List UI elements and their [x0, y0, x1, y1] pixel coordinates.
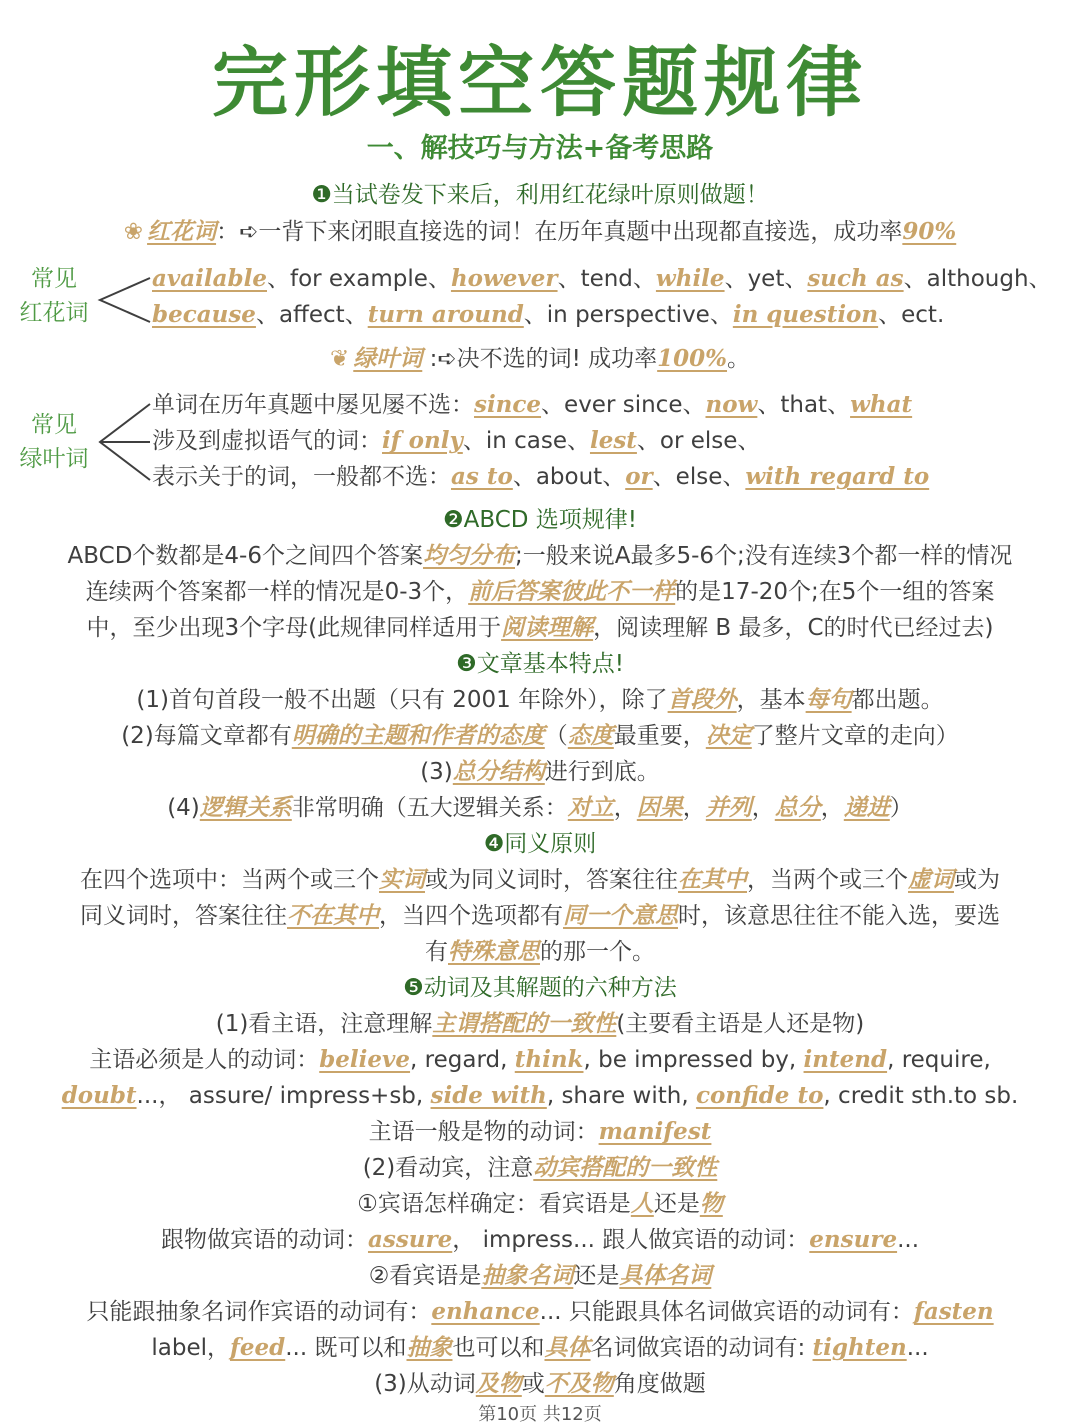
red-side-label — [14, 262, 94, 330]
flower-icon: ❀ — [123, 219, 144, 245]
keyword: 态度 — [567, 722, 614, 749]
text-segment: 跟物做宾语的动词： — [160, 1227, 368, 1253]
text-segment: ABCD个数都是4-6个之间四个答案 — [67, 543, 423, 569]
text-segment: 时，该意思往往不能入选，要选 — [678, 903, 1000, 929]
section-1-heading: ❶当试卷发下来后，利用红花绿叶原则做题！ — [311, 182, 769, 208]
text-segment: (1)看主语，注意理解 — [215, 1011, 433, 1037]
text-segment: 中，至少出现3个字母(此规律同样适用于 — [86, 615, 502, 641]
red-flower-rule — [0, 215, 1080, 249]
green-leaf-desc: :➪决不选的词! 成功率 — [422, 346, 658, 372]
s3-row-1 — [0, 683, 1080, 717]
keyword: 抽象 — [406, 1334, 453, 1361]
keyword: 及物 — [475, 1370, 522, 1397]
keyword: because — [152, 301, 256, 328]
text-segment: 、for example、 — [267, 266, 451, 292]
text-segment: ，当两个或三个 — [747, 867, 908, 893]
keyword: assure — [367, 1226, 453, 1253]
text-segment: 、tend、 — [557, 266, 656, 292]
s5-row-4 — [0, 1115, 1080, 1149]
s5-row-1 — [0, 1007, 1080, 1041]
text-segment: 单词在历年真题中屡见屡不选： — [152, 392, 474, 418]
s3-row-3 — [0, 755, 1080, 789]
keyword: think — [514, 1046, 584, 1073]
s5-row-8 — [0, 1259, 1080, 1293]
red-side-label-line1: 常见 — [31, 266, 77, 292]
section-5-heading: ❺动词及其解题的六种方法 — [403, 975, 677, 1001]
text-segment: 、ever since、 — [541, 392, 706, 418]
keyword: 总分结构 — [452, 758, 545, 785]
green-words-row-3 — [152, 460, 1072, 494]
keyword: 决定 — [705, 722, 752, 749]
keyword: or — [625, 463, 653, 490]
text-segment: 、about、 — [512, 464, 626, 490]
text-segment: 名词做宾语的动词有: — [590, 1335, 813, 1361]
red-flower-desc: ：➪一背下来闭眼直接选的词！在历年真题中出现都直接选，成功率 — [216, 219, 903, 245]
keyword: 首段外 — [667, 686, 737, 713]
text-segment: 、ect. — [878, 302, 945, 328]
keyword: 人 — [630, 1190, 654, 1217]
keyword: believe — [319, 1046, 411, 1073]
red-brace-icon — [96, 276, 152, 324]
keyword: 每句 — [805, 686, 852, 713]
text-segment: (3)从动词 — [374, 1371, 476, 1397]
text-segment: ， — [682, 795, 706, 821]
text-segment: ， — [820, 795, 844, 821]
text-segment: 还是 — [653, 1191, 700, 1217]
keyword: 前后答案彼此不一样 — [468, 578, 676, 605]
text-segment: 的是17-20个;在5个一组的答案 — [675, 579, 995, 605]
text-segment: ） — [889, 795, 913, 821]
text-segment: 只能跟抽象名词作宾语的动词有： — [86, 1299, 432, 1325]
s3-row-2 — [0, 719, 1080, 753]
green-leaf-end: 。 — [727, 346, 751, 372]
text-segment: (3) — [420, 759, 453, 785]
text-segment: ...， assure/ impress+sb, — [136, 1083, 431, 1109]
text-segment: ... — [906, 1335, 929, 1361]
text-segment: , credit sth.to sb. — [823, 1083, 1019, 1109]
s5-row-9 — [0, 1295, 1080, 1329]
text-segment: 、or else、 — [636, 428, 761, 454]
keyword: 具体名词 — [619, 1262, 712, 1289]
s4-row-3 — [0, 935, 1080, 969]
text-segment: 主语一般是物的动词： — [368, 1119, 599, 1145]
text-segment: , share with, — [546, 1083, 696, 1109]
keyword: now — [705, 391, 758, 418]
text-segment: 、in case、 — [462, 428, 590, 454]
keyword: 逻辑关系 — [199, 794, 292, 821]
keyword: 总分 — [774, 794, 821, 821]
keyword: 均匀分布 — [423, 542, 515, 569]
text-segment: 表示关于的词，一般都不选： — [152, 464, 451, 490]
keyword: 在其中 — [678, 866, 747, 893]
section-3-heading: ❸文章基本特点! — [456, 651, 624, 677]
green-side-label — [14, 408, 94, 476]
text-segment: ， — [613, 795, 637, 821]
keyword: 不及物 — [544, 1370, 614, 1397]
s3-row-4 — [0, 791, 1080, 825]
keyword: fasten — [913, 1298, 994, 1325]
s5-row-10 — [0, 1331, 1080, 1365]
text-segment: 都出题。 — [851, 687, 944, 713]
red-words-row-1 — [152, 262, 1072, 296]
text-segment: 进行到底。 — [544, 759, 660, 785]
text-segment: 主语必须是人的动词： — [89, 1047, 320, 1073]
text-segment: 还是 — [573, 1263, 620, 1289]
s5-row-5 — [0, 1151, 1080, 1185]
text-segment: (2)看动宾，注意 — [362, 1155, 534, 1181]
text-segment: 非常明确（五大逻辑关系： — [291, 795, 568, 821]
s5-row-2 — [0, 1043, 1080, 1077]
s5-row-11 — [0, 1367, 1080, 1401]
text-segment: 的那一个。 — [540, 939, 655, 965]
text-segment: ， impress... 跟人做宾语的动词： — [452, 1227, 810, 1253]
keyword: turn around — [367, 301, 524, 328]
red-words-row-2 — [152, 298, 1072, 332]
text-segment: 或为 — [954, 867, 1000, 893]
text-segment: ①宾语怎样确定：看宾语是 — [357, 1191, 631, 1217]
red-flower-label: 红花词 — [147, 218, 217, 245]
s2-row-1 — [0, 539, 1080, 573]
s5-row-6 — [0, 1187, 1080, 1221]
keyword: feed — [229, 1334, 286, 1361]
text-segment: （ — [544, 723, 568, 749]
green-side-label-line2: 绿叶词 — [19, 446, 89, 472]
keyword: 对立 — [567, 794, 614, 821]
keyword: such as — [807, 265, 904, 292]
keyword: 明确的主题和作者的态度 — [291, 722, 545, 749]
text-segment: 涉及到虚拟语气的词： — [152, 428, 382, 454]
text-segment: 角度做题 — [613, 1371, 706, 1397]
keyword: tighten — [812, 1334, 907, 1361]
text-segment: 同义词时，答案往往 — [80, 903, 287, 929]
keyword: lest — [589, 427, 637, 454]
s4-row-2 — [0, 899, 1080, 933]
keyword: side with — [430, 1082, 547, 1109]
keyword: 特殊意思 — [448, 938, 540, 965]
text-segment: label， — [151, 1335, 230, 1361]
keyword: with regard to — [745, 463, 930, 490]
text-segment: 在四个选项中：当两个或三个 — [80, 867, 379, 893]
text-segment: 、else、 — [652, 464, 746, 490]
keyword: since — [474, 391, 542, 418]
page-title: 完形填空答题规律 — [212, 38, 868, 127]
green-words-row-2 — [152, 424, 1072, 458]
red-flower-rate: 90% — [902, 218, 957, 245]
keyword: 动宾搭配的一致性 — [533, 1154, 718, 1181]
text-segment: (4) — [167, 795, 200, 821]
text-segment: 连续两个答案都一样的情况是0-3个， — [85, 579, 469, 605]
keyword: 不在其中 — [287, 902, 379, 929]
keyword: 实词 — [379, 866, 425, 893]
text-segment: 、that、 — [757, 392, 851, 418]
text-segment: ②看宾语是 — [368, 1263, 482, 1289]
keyword: intend — [803, 1046, 888, 1073]
green-leaf-label: 绿叶词 — [353, 345, 423, 372]
keyword: ensure — [809, 1226, 898, 1253]
keyword: while — [655, 265, 725, 292]
keyword: in question — [732, 301, 879, 328]
keyword: 并列 — [705, 794, 752, 821]
s4-row-1 — [0, 863, 1080, 897]
text-segment: ;一般来说A最多5-6个;没有连续3个都一样的情况 — [515, 543, 1013, 569]
leaf-icon: ❦ — [329, 346, 350, 372]
section-subtitle: 一、解技巧与方法+备考思路 — [366, 133, 714, 164]
text-segment: ... 只能跟具体名词做宾语的动词有： — [539, 1299, 914, 1325]
s5-row-7 — [0, 1223, 1080, 1257]
green-leaf-rate: 100% — [657, 345, 728, 372]
s2-row-3 — [0, 611, 1080, 645]
text-segment: 最重要， — [613, 723, 706, 749]
keyword: 主谓搭配的一致性 — [432, 1010, 617, 1037]
text-segment: ，当四个选项都有 — [379, 903, 563, 929]
text-segment: ， — [751, 795, 775, 821]
green-side-label-line1: 常见 — [31, 412, 77, 438]
green-words-row-1 — [152, 388, 1072, 422]
section-2-heading: ❷ABCD 选项规律! — [442, 507, 638, 533]
keyword: what — [850, 391, 913, 418]
text-segment: ... 既可以和 — [285, 1335, 407, 1361]
text-segment: , regard, — [410, 1047, 515, 1073]
keyword: 抽象名词 — [481, 1262, 574, 1289]
keyword: 具体 — [544, 1334, 591, 1361]
text-segment: ，阅读理解 B 最多，C的时代已经过去) — [593, 615, 994, 641]
text-segment: 、yet、 — [724, 266, 808, 292]
text-segment: (2)每篇文章都有 — [121, 723, 292, 749]
keyword: 递进 — [843, 794, 890, 821]
page-footer: 第10页 共12页 — [478, 1404, 602, 1425]
keyword: as to — [451, 463, 513, 490]
keyword: however — [450, 265, 558, 292]
keyword: confide to — [695, 1082, 824, 1109]
keyword: available — [152, 265, 267, 292]
text-segment: , be impressed by, — [583, 1047, 804, 1073]
text-segment: ... — [897, 1227, 920, 1253]
text-segment: 也可以和 — [452, 1335, 545, 1361]
red-side-label-line2: 红花词 — [19, 300, 89, 326]
text-segment: (1)首句首段一般不出题（只有 2001 年除外），除了 — [136, 687, 668, 713]
text-segment: 、although、 — [903, 266, 1052, 292]
keyword: doubt — [61, 1082, 137, 1109]
text-segment: 有 — [425, 939, 448, 965]
keyword: 同一个意思 — [563, 902, 678, 929]
section-4-heading: ❹同义原则 — [483, 831, 597, 857]
keyword: enhance — [431, 1298, 540, 1325]
keyword: manifest — [598, 1118, 712, 1145]
green-leaf-rule — [0, 342, 1080, 376]
s5-row-3 — [0, 1079, 1080, 1113]
s2-row-2 — [0, 575, 1080, 609]
text-segment: 或 — [521, 1371, 545, 1397]
keyword: 物 — [699, 1190, 723, 1217]
text-segment: 、in perspective、 — [523, 302, 733, 328]
keyword: 阅读理解 — [501, 614, 594, 641]
text-segment: ，基本 — [736, 687, 806, 713]
text-segment: 、affect、 — [255, 302, 368, 328]
text-segment: 或为同义词时，答案往往 — [425, 867, 678, 893]
text-segment: 了整片文章的走向） — [751, 723, 959, 749]
text-segment: , require, — [887, 1047, 991, 1073]
text-segment: (主要看主语是人还是物) — [616, 1011, 865, 1037]
keyword: 因果 — [636, 794, 683, 821]
green-brace-icon — [96, 400, 152, 484]
keyword: 虚词 — [908, 866, 954, 893]
keyword: if only — [382, 427, 463, 454]
